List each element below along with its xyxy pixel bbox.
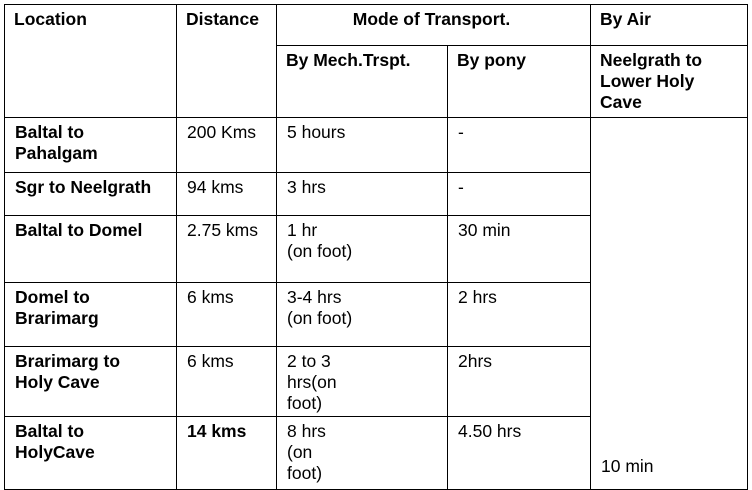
air-time-cell: 10 min bbox=[591, 118, 748, 490]
distance-cell: 200 Kms bbox=[177, 118, 277, 173]
location-cell: Brarimarg to Holy Cave bbox=[5, 347, 177, 417]
distance-cell: 2.75 kms bbox=[177, 216, 277, 283]
header-mode-of-transport: Mode of Transport. bbox=[277, 5, 591, 46]
location-cell: Sgr to Neelgrath bbox=[5, 173, 177, 216]
distance-cell: 94 kms bbox=[177, 173, 277, 216]
mech-cell: 8 hrs (on foot) bbox=[277, 417, 448, 490]
mech-cell: 2 to 3 hrs(on foot) bbox=[277, 347, 448, 417]
mech-cell: 3-4 hrs (on foot) bbox=[277, 283, 448, 347]
mech-cell: 5 hours bbox=[277, 118, 448, 173]
pony-cell: - bbox=[448, 118, 591, 173]
table-row bbox=[5, 118, 748, 173]
header-location: Location bbox=[5, 5, 177, 118]
mech-cell: 1 hr (on foot) bbox=[277, 216, 448, 283]
header-row bbox=[5, 5, 748, 46]
header-by-pony: By pony bbox=[448, 46, 591, 118]
pony-cell: 30 min bbox=[448, 216, 591, 283]
distance-cell: 6 kms bbox=[177, 347, 277, 417]
pony-cell: 2 hrs bbox=[448, 283, 591, 347]
header-by-mech: By Mech.Trspt. bbox=[277, 46, 448, 118]
header-by-air: By Air bbox=[591, 5, 748, 46]
pony-cell: - bbox=[448, 173, 591, 216]
location-cell: Baltal to HolyCave bbox=[5, 417, 177, 490]
pony-cell: 2hrs bbox=[448, 347, 591, 417]
transport-table bbox=[4, 4, 748, 490]
distance-cell: 14 kms bbox=[177, 417, 277, 490]
mech-cell: 3 hrs bbox=[277, 173, 448, 216]
header-distance: Distance bbox=[177, 5, 277, 118]
distance-cell: 6 kms bbox=[177, 283, 277, 347]
header-air-route: Neelgrath to Lower Holy Cave bbox=[591, 46, 748, 118]
location-cell: Baltal to Domel bbox=[5, 216, 177, 283]
pony-cell: 4.50 hrs bbox=[448, 417, 591, 490]
location-cell: Baltal to Pahalgam bbox=[5, 118, 177, 173]
location-cell: Domel to Brarimarg bbox=[5, 283, 177, 347]
